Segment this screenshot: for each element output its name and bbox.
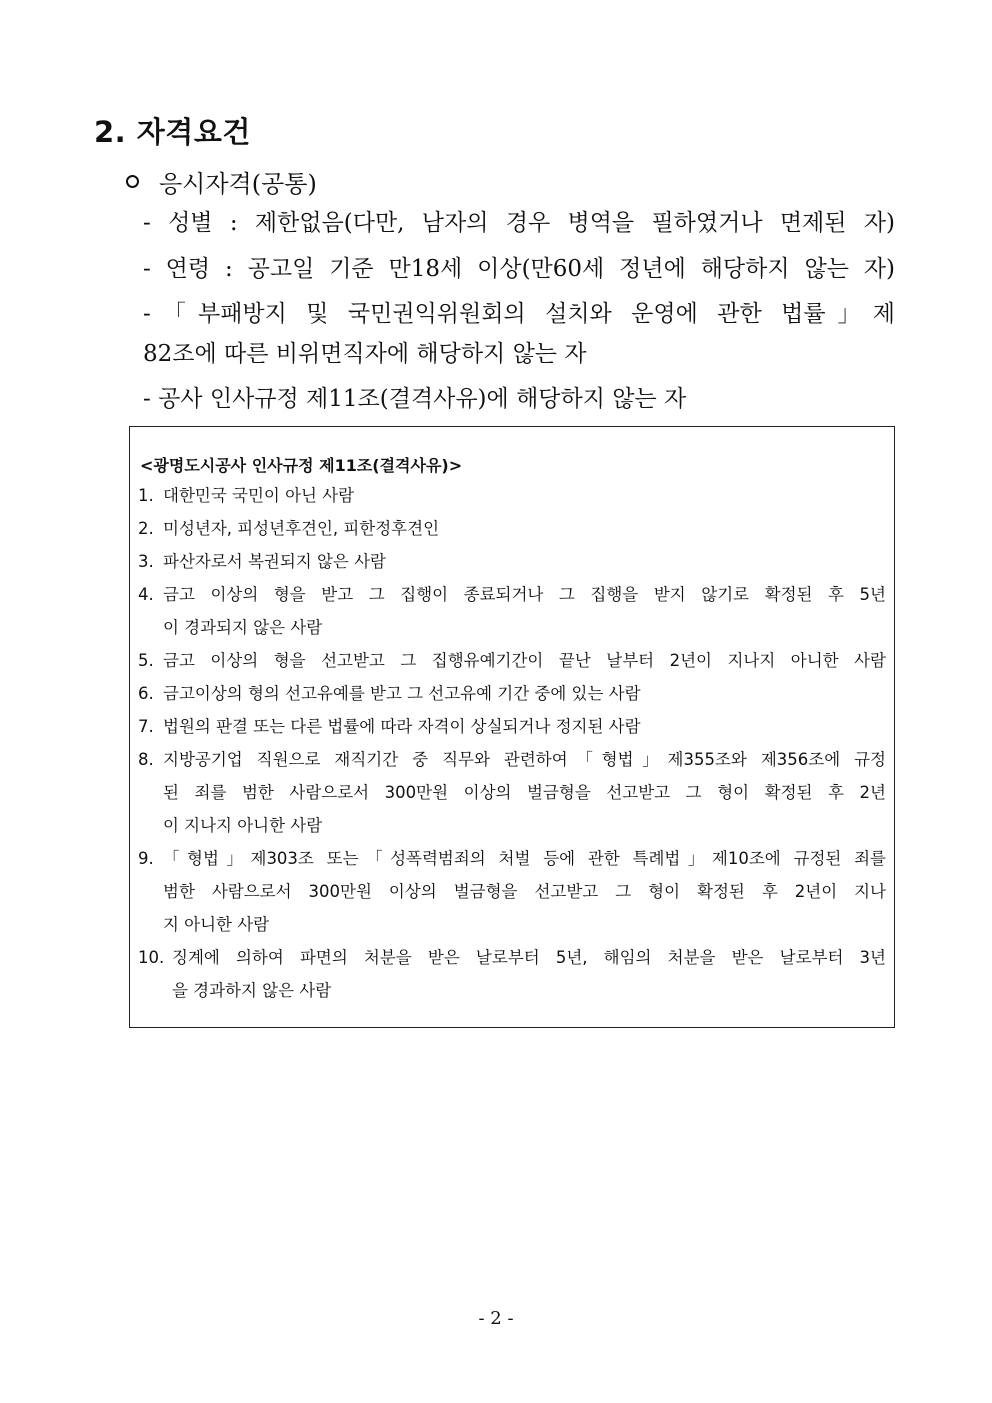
subheading xyxy=(126,164,317,199)
rule-number: 1. xyxy=(138,486,154,505)
requirement-age: - 연령 : 공고일 기준 만18세 이상(만60세 정년에 해당하지 않는 자) xyxy=(143,256,895,282)
page-number: - 2 - xyxy=(478,1308,514,1329)
rule-text: 금고이상의 형의 선고유예를 받고 그 선고유예 기간 중에 있는 사람 xyxy=(163,684,641,703)
rule-item xyxy=(138,710,886,743)
requirement-anticorruption-line1: -「부패방지 및 국민권익위원회의 설치와 운영에 관한 법률」제 xyxy=(143,301,895,327)
rule-number: 10. xyxy=(138,948,165,967)
rule-item xyxy=(138,677,886,710)
rule-item xyxy=(138,578,886,644)
rule-number: 5. xyxy=(138,651,154,670)
box-title: <광명도시공사 인사규정 제11조(결격사유)> xyxy=(140,456,463,475)
rule-number: 7. xyxy=(138,717,154,736)
rule-text: 법원의 판결 또는 다른 법률에 따라 자격이 상실되거나 정지된 사람 xyxy=(163,717,641,736)
rule-item xyxy=(138,743,886,842)
rule-text: 금고 이상의 형을 받고 그 집행이 종료되거나 그 집행을 받지 않기로 확정된 후 5년 xyxy=(163,585,886,604)
rule-text: 을 경과하지 않은 사람 xyxy=(172,981,332,1000)
rule-text: 지방공기업 직원으로 재직기간 중 직무와 관련하여「형법」제355조와 제356조에 규정 xyxy=(163,750,886,769)
requirement-anticorruption-line2: 82조에 따른 비위면직자에 해당하지 않는 자 xyxy=(143,341,587,367)
rule-text: 파산자로서 복권되지 않은 사람 xyxy=(163,552,386,571)
rule-item xyxy=(138,479,886,512)
rule-number: 4. xyxy=(138,585,154,604)
rule-text: 범한 사람으로서 300만원 이상의 벌금형을 선고받고 그 형이 확정된 후 2년이 지나 xyxy=(163,882,886,901)
rule-item xyxy=(138,842,886,941)
rule-item xyxy=(138,941,886,1007)
rule-number: 3. xyxy=(138,552,154,571)
rule-text: 「형법」제303조 또는「성폭력범죄의 처벌 등에 관한 특례법」제10조에 규정된 죄를 xyxy=(163,849,886,868)
section-title: 2. 자격요건 xyxy=(94,115,251,149)
subheading-text: 응시자격(공통) xyxy=(159,170,317,198)
requirement-disqualification: - 공사 인사규정 제11조(결격사유)에 해당하지 않는 자 xyxy=(143,386,687,412)
rule-number: 8. xyxy=(138,750,154,769)
rule-text: 대한민국 국민이 아닌 사람 xyxy=(163,486,355,505)
requirement-gender: - 성별 : 제한없음(다만, 남자의 경우 병역을 필하였거나 면제된 자) xyxy=(143,210,895,236)
requirement-anticorruption xyxy=(143,294,895,374)
rule-text: 지 아니한 사람 xyxy=(163,915,270,934)
rule-text: 금고 이상의 형을 선고받고 그 집행유예기간이 끝난 날부터 2년이 지나지 아니한 사람 xyxy=(163,651,886,670)
rule-number: 6. xyxy=(138,684,154,703)
rule-text: 된 죄를 범한 사람으로서 300만원 이상의 벌금형을 선고받고 그 형이 확정된 후 2년 xyxy=(163,783,886,802)
rule-number: 2. xyxy=(138,519,154,538)
circle-bullet-icon xyxy=(126,175,139,188)
rule-text: 미성년자, 피성년후견인, 피한정후견인 xyxy=(163,519,440,538)
rule-item xyxy=(138,545,886,578)
rule-text: 징계에 의하여 파면의 처분을 받은 날로부터 5년, 해임의 처분을 받은 날로부터 3년 xyxy=(172,948,886,967)
rule-item xyxy=(138,512,886,545)
disqualification-box xyxy=(129,426,895,1028)
rule-number: 9. xyxy=(138,849,154,868)
rule-text: 이 지나지 아니한 사람 xyxy=(163,816,323,835)
rule-item xyxy=(138,644,886,677)
rule-text: 이 경과되지 않은 사람 xyxy=(163,618,323,637)
